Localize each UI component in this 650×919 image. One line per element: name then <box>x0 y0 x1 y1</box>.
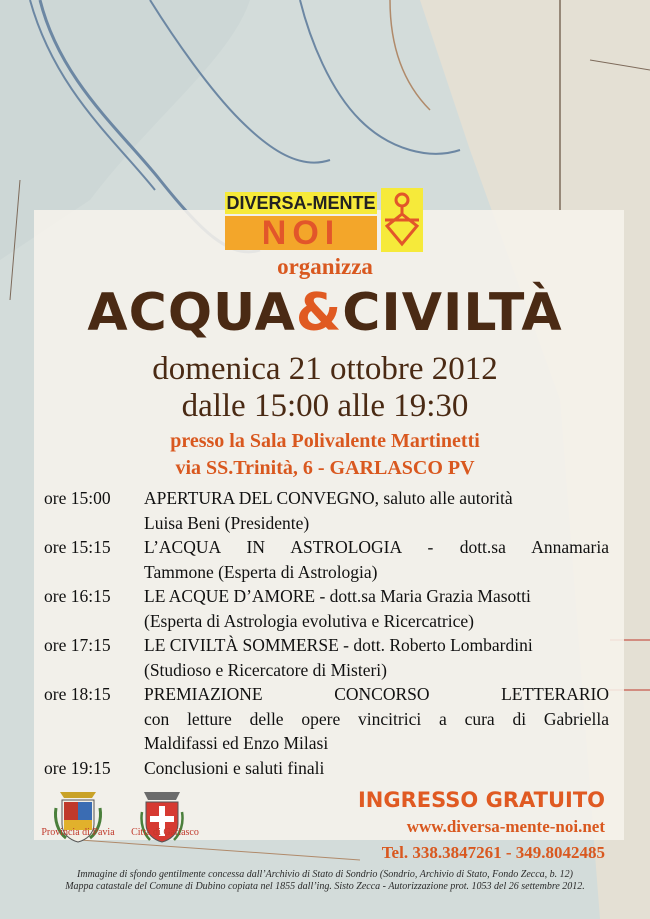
program-line: LE ACQUE D’AMORE - dott.sa Maria Grazia Masotti <box>144 586 531 606</box>
venue-line1: presso la Sala Polivalente Martinetti <box>170 430 480 452</box>
program-text <box>144 486 609 535</box>
credits-line1: Immagine di sfondo gentilmente concessa dall’Archivio di Stato di Sondrio (Sondrio, Archivio di Stato, Fondo Zecca, b. 12) <box>77 869 573 880</box>
program-line: Tammone (Esperta di Astrologia) <box>144 561 378 582</box>
program-line: Luisa Beni (Presidente) <box>144 512 310 533</box>
program-time: ore 16:15 <box>44 586 111 606</box>
program-time: ore 17:15 <box>44 635 111 655</box>
program-line: con letture delle opere vincitrici a cura di Gabriella <box>144 708 609 729</box>
organizer-verb: organizza <box>277 254 373 279</box>
provincia-pavia-label: Provincia di Pavia <box>41 827 115 838</box>
free-entry-text: INGRESSO GRATUITO <box>357 788 605 812</box>
event-title <box>0 282 650 344</box>
title-part1: ACQUA <box>87 283 296 343</box>
website-link[interactable]: www.diversa-mente-noi.net <box>406 817 605 836</box>
program-line: (Esperta di Astrologia evolutiva e Ricercatrice) <box>144 610 474 631</box>
sun-symbol-icon <box>381 188 423 252</box>
program-list <box>44 486 609 780</box>
program-time: ore 19:15 <box>44 757 111 778</box>
program-line: Conclusioni e saluti finali <box>144 757 325 778</box>
event-date: domenica 21 ottobre 2012 <box>152 351 498 387</box>
program-item <box>44 535 609 584</box>
program-line: PREMIAZIONE CONCORSO LETTERARIO <box>144 684 609 704</box>
logo-line2: NOI <box>225 216 377 250</box>
program-text <box>144 756 609 781</box>
program-item <box>44 756 609 781</box>
program-line: (Studioso e Ricercatore di Misteri) <box>144 659 387 680</box>
program-item <box>44 486 609 535</box>
event-time: dalle 15:00 alle 19:30 <box>181 388 469 424</box>
venue-line2: via SS.Trinità, 6 - GARLASCO PV <box>175 457 475 479</box>
program-time: ore 15:00 <box>44 488 111 508</box>
citta-garlasco-label: Città di Garlasco <box>131 827 199 838</box>
phone-numbers: Tel. 338.3847261 - 349.8042485 <box>381 843 605 862</box>
program-item <box>44 584 609 633</box>
program-item <box>44 633 609 682</box>
program-line: LE CIVILTÀ SOMMERSE - dott. Roberto Lombardini <box>144 635 533 655</box>
program-line: Maldifassi ed Enzo Milasi <box>144 733 329 753</box>
title-ampersand: & <box>295 283 343 343</box>
program-time: ore 18:15 <box>44 684 111 704</box>
program-item <box>44 682 609 756</box>
title-part2: CIVILTÀ <box>342 283 563 343</box>
credits-line2: Mappa catastale del Comune di Dubino copiata nel 1855 dall’ing. Sisto Zecca - Autorizzazione prot. 1053 del 26 settembre 2012. <box>65 881 585 892</box>
diversa-mente-noi-logo <box>225 188 425 254</box>
program-text <box>144 682 609 756</box>
image-credits <box>20 869 630 893</box>
program-text <box>144 584 609 633</box>
program-line: L’ACQUA IN ASTROLOGIA - dott.sa Annamaria <box>144 537 609 557</box>
program-line: APERTURA DEL CONVEGNO, saluto alle autorità <box>144 488 513 508</box>
logo-line1: DIVERSA-MENTE <box>226 193 376 213</box>
program-text <box>144 633 609 682</box>
program-time: ore 15:15 <box>44 537 111 557</box>
program-text <box>144 535 609 584</box>
